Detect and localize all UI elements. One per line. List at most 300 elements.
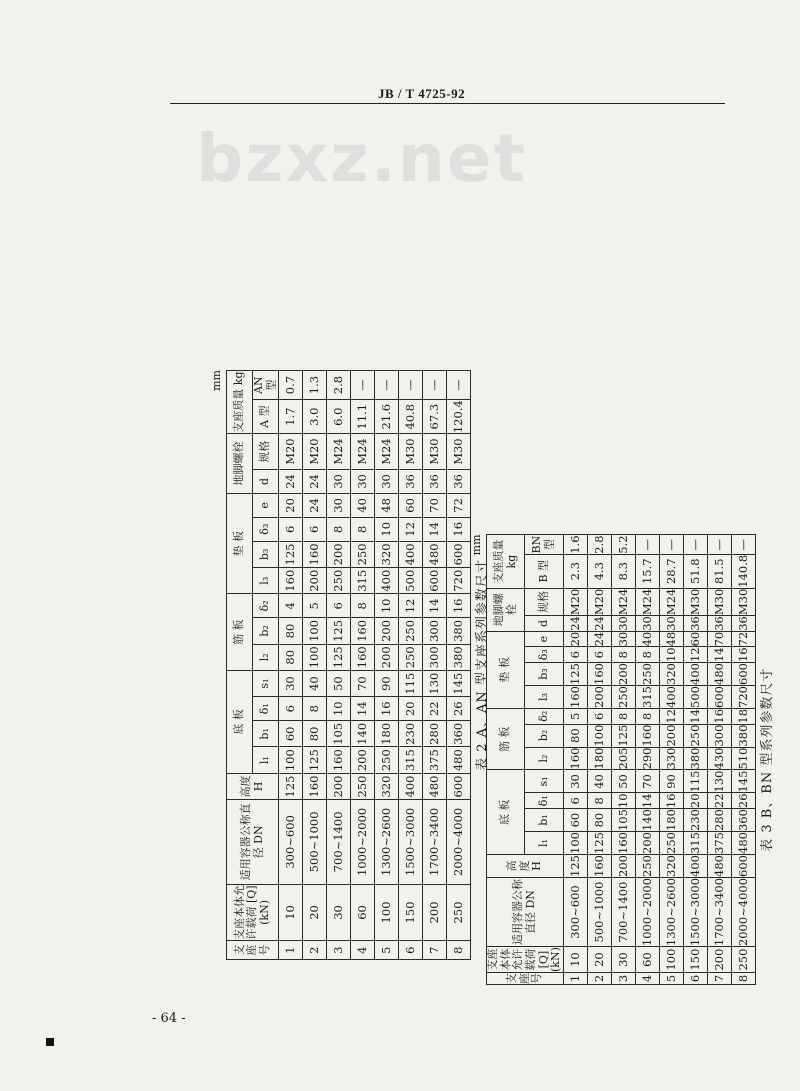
table-cell: 40 xyxy=(635,631,659,647)
table-cell: 600 xyxy=(731,663,755,686)
table-cell: 80 xyxy=(279,644,303,670)
table-cell: M24 xyxy=(635,588,659,615)
table-cell: 380 xyxy=(683,747,707,770)
table-cell: — xyxy=(707,535,731,554)
table-cell: 24 xyxy=(563,616,587,632)
table-cell: 20 xyxy=(303,884,327,941)
table-cell: — xyxy=(375,371,399,400)
table-cell: 80 xyxy=(587,809,611,832)
group-anchor-bolt: 地脚螺栓 xyxy=(227,434,253,494)
table-cell: 230 xyxy=(683,809,707,832)
table-cell: 30 xyxy=(351,470,375,494)
col-support-no: 支座号 xyxy=(487,973,564,985)
group-rib-plate: 筋 板 xyxy=(487,708,525,770)
table-cell: 50 xyxy=(611,770,635,793)
table-cell: 600 xyxy=(423,568,447,594)
table-cell: 1500~3000 xyxy=(399,800,423,884)
table-cell: 4 xyxy=(351,941,375,960)
table-cell: M24 xyxy=(351,434,375,470)
table-cell: 130 xyxy=(707,770,731,793)
table-cell: 320 xyxy=(659,663,683,686)
table-cell: 6 xyxy=(587,647,611,663)
table-cell: 200 xyxy=(303,568,327,594)
table-cell: 36 xyxy=(399,470,423,494)
table-cell: — xyxy=(659,535,683,554)
table-cell: 8 xyxy=(303,697,327,721)
table-cell: 8 xyxy=(635,647,659,663)
table-cell: 36 xyxy=(707,616,731,632)
table-cell: 300 xyxy=(423,644,447,670)
table-cell: 160 xyxy=(351,644,375,670)
table-cell: 160 xyxy=(611,832,635,855)
table-cell: M24 xyxy=(327,434,351,470)
col-bolt-spec: 规格 xyxy=(253,434,279,470)
table-cell: 480 xyxy=(423,773,447,799)
table-cell: 40 xyxy=(587,770,611,793)
table-cell: 24 xyxy=(303,493,327,517)
table-cell: M20 xyxy=(587,588,611,615)
table-cell: 130 xyxy=(423,670,447,696)
table-cell: 10 xyxy=(375,517,399,541)
table-cell: 80 xyxy=(303,721,327,747)
table-row xyxy=(399,371,423,960)
header-rule xyxy=(170,103,725,104)
table-cell: 1300~2600 xyxy=(659,877,683,946)
table-cell: M30 xyxy=(447,434,471,470)
table-cell: M30 xyxy=(423,434,447,470)
table-cell: 160 xyxy=(303,773,327,799)
table-row xyxy=(707,535,731,985)
table-cell: 150 xyxy=(399,884,423,941)
table-3 xyxy=(486,534,756,985)
col-b2: b₂ xyxy=(253,618,279,644)
table-2-unit: mm xyxy=(210,370,223,391)
col-weight-an: AN 型 xyxy=(253,371,279,400)
table-cell: 51.8 xyxy=(683,554,707,588)
table-cell: 70 xyxy=(351,670,375,696)
table-cell: 16 xyxy=(375,697,399,721)
table-cell: 2.8 xyxy=(327,371,351,400)
table-cell: 16 xyxy=(447,594,471,618)
table-cell: 50 xyxy=(327,670,351,696)
table-cell: 105 xyxy=(327,721,351,747)
table-cell: 5 xyxy=(303,594,327,618)
table-cell: 3.0 xyxy=(303,400,327,434)
table-cell: 10 xyxy=(279,884,303,941)
table-cell: 60 xyxy=(683,631,707,647)
col-b2: b₂ xyxy=(525,724,563,747)
group-base-plate: 底 板 xyxy=(487,770,525,855)
table-cell: 5.2 xyxy=(611,535,635,554)
table-cell: 81.5 xyxy=(707,554,731,588)
table-cell: 10 xyxy=(375,594,399,618)
table-cell: 4 xyxy=(279,594,303,618)
table-cell: 400 xyxy=(399,541,423,567)
table-cell: 105 xyxy=(611,809,635,832)
watermark: bzxz.net xyxy=(196,120,528,197)
table-cell: 600 xyxy=(447,773,471,799)
col-delta3: δ₃ xyxy=(253,517,279,541)
table-cell: 60 xyxy=(563,809,587,832)
table-cell: 250 xyxy=(351,541,375,567)
table-cell: 60 xyxy=(399,493,423,517)
table-cell: 200 xyxy=(635,832,659,855)
col-weight-bn: BN 型 xyxy=(525,535,563,554)
table-cell: 72 xyxy=(731,631,755,647)
table-cell: 115 xyxy=(683,770,707,793)
table-row xyxy=(279,371,303,960)
group-weight: 支座质量 kg xyxy=(487,535,525,588)
table-cell: 24 xyxy=(279,470,303,494)
table-cell: 16 xyxy=(731,647,755,663)
table-cell: 8 xyxy=(611,708,635,724)
col-delta2: δ₂ xyxy=(253,594,279,618)
table-cell: 12 xyxy=(683,647,707,663)
table-cell: 14 xyxy=(683,708,707,724)
table-cell: 380 xyxy=(447,618,471,644)
table-cell: 145 xyxy=(447,670,471,696)
table-cell: 250 xyxy=(351,773,375,799)
table-cell: 20 xyxy=(587,947,611,973)
table-cell: 280 xyxy=(423,721,447,747)
col-nominal-diameter: 适用容器公称直径 DN xyxy=(227,800,279,884)
table-cell: 10 xyxy=(659,647,683,663)
table-cell: 200 xyxy=(375,618,399,644)
table-cell: M30 xyxy=(399,434,423,470)
table-cell: 30 xyxy=(327,493,351,517)
table-cell: 30 xyxy=(279,670,303,696)
table-cell: 24 xyxy=(303,470,327,494)
table-cell: 100 xyxy=(587,724,611,747)
table-cell: 500 xyxy=(683,686,707,709)
table-cell: 375 xyxy=(423,747,447,773)
col-b3: b₃ xyxy=(253,541,279,567)
table-cell: 250 xyxy=(659,832,683,855)
table-cell: 400 xyxy=(683,663,707,686)
table-cell: 6 xyxy=(279,517,303,541)
table-row xyxy=(587,535,611,985)
table-cell: 70 xyxy=(635,770,659,793)
table-cell: 20 xyxy=(563,631,587,647)
table-cell: — xyxy=(423,371,447,400)
table-cell: 330 xyxy=(659,747,683,770)
table-cell: 30 xyxy=(611,631,635,647)
table-cell: M24 xyxy=(375,434,399,470)
table-cell: 1.6 xyxy=(563,535,587,554)
table-cell: 8.3 xyxy=(611,554,635,588)
table-cell: 2000~4000 xyxy=(731,877,755,946)
table-cell: 200 xyxy=(327,541,351,567)
table-row xyxy=(375,371,399,960)
table-cell: 36 xyxy=(683,616,707,632)
table-cell: — xyxy=(399,371,423,400)
table-cell: 30 xyxy=(659,616,683,632)
table-row xyxy=(351,371,375,960)
table-cell: 700~1400 xyxy=(327,800,351,884)
table-cell: 1000~2000 xyxy=(635,877,659,946)
table-cell: 500 xyxy=(399,568,423,594)
table-2-caption: 表 2 A、AN 型支座系列参数尺寸 xyxy=(475,559,491,771)
table-cell: 30 xyxy=(611,947,635,973)
table-cell: 70 xyxy=(423,493,447,517)
table-cell: 100 xyxy=(279,747,303,773)
table-cell: 6 xyxy=(303,517,327,541)
table-cell: 300~600 xyxy=(563,877,587,946)
table-cell: 28.7 xyxy=(659,554,683,588)
table-cell: 1500~3000 xyxy=(683,877,707,946)
table-cell: 160 xyxy=(563,686,587,709)
table-cell: 6 xyxy=(683,973,707,985)
table-cell: 18 xyxy=(731,708,755,724)
table-cell: 400 xyxy=(375,568,399,594)
table-cell: 290 xyxy=(635,747,659,770)
table-cell: 6 xyxy=(563,793,587,809)
table-cell: 600 xyxy=(707,686,731,709)
table-cell: 315 xyxy=(399,747,423,773)
table-cell: 125 xyxy=(563,855,587,878)
col-l1: l₁ xyxy=(525,832,563,855)
table-cell: 200 xyxy=(611,855,635,878)
table-cell: 380 xyxy=(731,724,755,747)
table-row xyxy=(635,535,659,985)
table-cell: 6 xyxy=(563,647,587,663)
table-cell: 200 xyxy=(611,663,635,686)
table-cell: 1000~2000 xyxy=(351,800,375,884)
table-cell: 300~600 xyxy=(279,800,303,884)
table-cell: 12 xyxy=(399,594,423,618)
table-cell: 500~1000 xyxy=(303,800,327,884)
table-cell: 315 xyxy=(635,686,659,709)
table-cell: 8 xyxy=(351,594,375,618)
table-cell: 6 xyxy=(279,697,303,721)
col-delta1: δ₁ xyxy=(253,697,279,721)
table-cell: 140.8 xyxy=(731,554,755,588)
table-cell: 480 xyxy=(423,541,447,567)
table-cell: 14 xyxy=(423,594,447,618)
table-cell: 8 xyxy=(611,647,635,663)
table-cell: — xyxy=(351,371,375,400)
table-cell: 1.7 xyxy=(279,400,303,434)
table-cell: 500~1000 xyxy=(587,877,611,946)
table-row xyxy=(731,535,755,985)
table-cell: 1 xyxy=(279,941,303,960)
table-cell: 80 xyxy=(563,724,587,747)
table-cell: 20 xyxy=(683,793,707,809)
table-cell: 0.7 xyxy=(279,371,303,400)
table-cell: 8 xyxy=(447,941,471,960)
table-cell: 200 xyxy=(423,884,447,941)
table-cell: — xyxy=(447,371,471,400)
table-cell: 230 xyxy=(399,721,423,747)
table-cell: 125 xyxy=(327,644,351,670)
table-cell: 36 xyxy=(731,616,755,632)
col-height: 高度 H xyxy=(487,855,564,878)
table-cell: 7 xyxy=(707,973,731,985)
group-pad-plate: 垫 板 xyxy=(487,631,525,708)
table-cell: 5 xyxy=(563,708,587,724)
table-cell: 36 xyxy=(423,470,447,494)
table-cell: 125 xyxy=(587,832,611,855)
table-cell: M20 xyxy=(563,588,587,615)
table-row xyxy=(563,535,587,985)
table-cell: 510 xyxy=(731,747,755,770)
col-weight-b: B 型 xyxy=(525,554,563,588)
table-row xyxy=(423,371,447,960)
table-cell: 48 xyxy=(659,631,683,647)
col-b1: b₁ xyxy=(525,809,563,832)
table-row xyxy=(611,535,635,985)
table-cell: 125 xyxy=(279,541,303,567)
table-cell: 20 xyxy=(399,697,423,721)
table-cell: 180 xyxy=(659,809,683,832)
table-cell: 36 xyxy=(447,470,471,494)
table-cell: 14 xyxy=(423,517,447,541)
table-cell: 600 xyxy=(731,855,755,878)
table-3-block xyxy=(470,534,776,985)
table-cell: 430 xyxy=(707,747,731,770)
table-cell: 67.3 xyxy=(423,400,447,434)
table-cell: 480 xyxy=(707,855,731,878)
table-cell: 4.3 xyxy=(587,554,611,588)
table-cell: 480 xyxy=(447,747,471,773)
table-cell: 30 xyxy=(563,770,587,793)
table-cell: 380 xyxy=(447,644,471,670)
col-support-no: 支座号 xyxy=(227,941,279,960)
col-b3: b₃ xyxy=(525,663,563,686)
table-cell: 12 xyxy=(399,517,423,541)
table-cell: 2000~4000 xyxy=(447,800,471,884)
table-cell: 30 xyxy=(327,884,351,941)
col-l3: l₃ xyxy=(253,568,279,594)
table-cell: 16 xyxy=(659,793,683,809)
col-l2: l₂ xyxy=(253,644,279,670)
table-cell: M24 xyxy=(659,588,683,615)
table-cell: 320 xyxy=(375,541,399,567)
table-cell: 250 xyxy=(731,947,755,973)
table-cell: 200 xyxy=(327,773,351,799)
table-cell: 250 xyxy=(327,568,351,594)
table-cell: 8 xyxy=(731,973,755,985)
table-cell: 1300~2600 xyxy=(375,800,399,884)
table-cell: 5 xyxy=(375,941,399,960)
col-l2: l₂ xyxy=(525,747,563,770)
table-cell: 24 xyxy=(587,616,611,632)
table-cell: 30 xyxy=(327,470,351,494)
table-cell: 720 xyxy=(731,686,755,709)
table-cell: 315 xyxy=(683,832,707,855)
table-cell: 200 xyxy=(587,686,611,709)
table-cell: 250 xyxy=(611,686,635,709)
table-row xyxy=(447,371,471,960)
table-cell: 40 xyxy=(303,670,327,696)
table-cell: 2 xyxy=(303,941,327,960)
table-cell: 10 xyxy=(327,697,351,721)
table-cell: 14 xyxy=(635,793,659,809)
table-cell: 205 xyxy=(611,747,635,770)
table-cell: 6 xyxy=(399,941,423,960)
table-cell: 100 xyxy=(303,618,327,644)
table-cell: 360 xyxy=(731,809,755,832)
col-delta1: δ₁ xyxy=(525,793,563,809)
table-cell: 1 xyxy=(563,973,587,985)
table-cell: 10 xyxy=(611,793,635,809)
table-cell: 125 xyxy=(279,773,303,799)
table-cell: 320 xyxy=(659,855,683,878)
table-2-block xyxy=(210,370,491,960)
col-nominal-diameter: 适用容器公称直径 DN xyxy=(487,877,564,946)
table-cell: 160 xyxy=(635,724,659,747)
col-e: e xyxy=(253,493,279,517)
table-cell: M30 xyxy=(707,588,731,615)
table-cell: 100 xyxy=(375,884,399,941)
table-cell: 320 xyxy=(375,773,399,799)
table-cell: 150 xyxy=(683,947,707,973)
table-row xyxy=(683,535,707,985)
table-cell: 300 xyxy=(423,618,447,644)
table-cell: 600 xyxy=(447,541,471,567)
table-cell: 15.7 xyxy=(635,554,659,588)
scan-corner-mark xyxy=(46,1038,54,1046)
table-cell: 20 xyxy=(279,493,303,517)
table-cell: 160 xyxy=(303,541,327,567)
table-2 xyxy=(226,370,471,960)
table-cell: 125 xyxy=(563,663,587,686)
table-cell: — xyxy=(683,535,707,554)
table-cell: 6.0 xyxy=(327,400,351,434)
table-cell: 3 xyxy=(327,941,351,960)
table-cell: 60 xyxy=(279,721,303,747)
table-cell: 8 xyxy=(351,517,375,541)
table-cell: 6 xyxy=(327,594,351,618)
table-cell: 8 xyxy=(327,517,351,541)
table-cell: 125 xyxy=(611,724,635,747)
table-cell: 250 xyxy=(635,663,659,686)
col-s1: s₁ xyxy=(253,670,279,696)
table-cell: 400 xyxy=(683,855,707,878)
col-b1: b₁ xyxy=(253,721,279,747)
table-cell: 6 xyxy=(587,708,611,724)
table-cell: 72 xyxy=(447,493,471,517)
table-cell: 480 xyxy=(731,832,755,855)
table-cell: 8 xyxy=(587,793,611,809)
table-cell: 125 xyxy=(327,618,351,644)
table-cell: 160 xyxy=(351,618,375,644)
table-cell: 180 xyxy=(375,721,399,747)
col-weight-a: A 型 xyxy=(253,400,279,434)
table-cell: 360 xyxy=(447,721,471,747)
col-delta3: δ₃ xyxy=(525,647,563,663)
standard-code-header: JB / T 4725-92 xyxy=(378,86,466,101)
table-cell: 2 xyxy=(587,973,611,985)
col-bolt-spec: 规格 xyxy=(525,588,563,615)
table-cell: M30 xyxy=(731,588,755,615)
group-weight: 支座质量 kg xyxy=(227,371,253,434)
table-cell: 30 xyxy=(635,616,659,632)
table-cell: 5 xyxy=(659,973,683,985)
table-cell: 140 xyxy=(351,721,375,747)
table-row xyxy=(659,535,683,985)
table-cell: 160 xyxy=(563,747,587,770)
table-cell: 26 xyxy=(447,697,471,721)
table-cell: 26 xyxy=(731,793,755,809)
table-cell: 145 xyxy=(731,770,755,793)
table-cell: 400 xyxy=(659,686,683,709)
table-cell: 16 xyxy=(707,708,731,724)
table-cell: 1700~3400 xyxy=(707,877,731,946)
page-number: - 64 - xyxy=(152,1011,186,1026)
table-cell: 16 xyxy=(447,517,471,541)
table-cell: 3 xyxy=(611,973,635,985)
